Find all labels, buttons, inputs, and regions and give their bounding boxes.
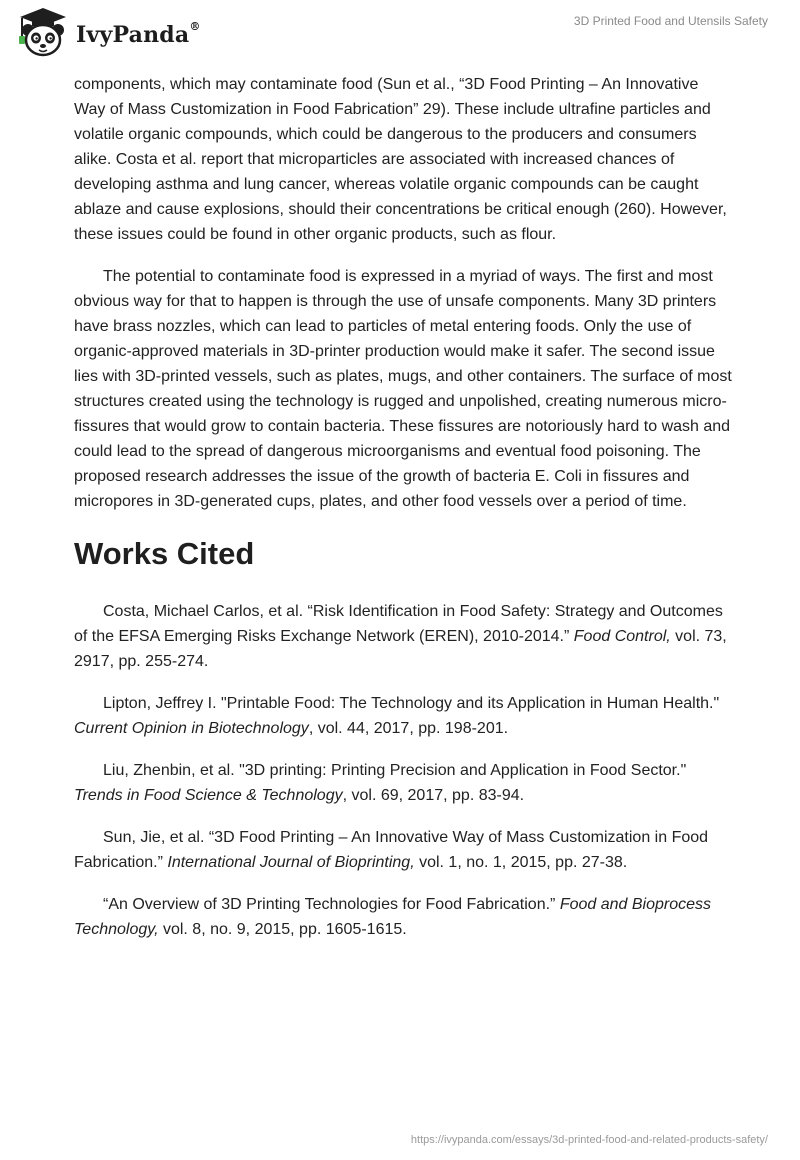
citation-item: Lipton, Jeffrey I. "Printable Food: The Technology and its Application in Human Health." Current Opinion in Biotechnology, vol. 44, 2017, pp. 198-201.: [74, 695, 720, 737]
citation-item: Liu, Zhenbin, et al. "3D printing: Printing Precision and Application in Food Sector." Trends in Food Science & Technology, vol. 69, 2017, pp. 83-94.: [74, 762, 687, 804]
registered-mark: ®: [189, 19, 201, 33]
page-header: [0, 0, 800, 64]
brand-name: IvyPanda®: [76, 19, 201, 48]
citation-item: Costa, Michael Carlos, et al. “Risk Identification in Food Safety: Strategy and Outcomes of the EFSA Emerging Risks Exchange Network (EREN), 2010-2014.” Food Control, vol. 73, 2917, pp. 255-274.: [74, 603, 727, 670]
source-url[interactable]: https://ivypanda.com/essays/3d-printed-food-and-related-products-safety/: [410, 1134, 768, 1146]
works-cited-heading: Works Cited: [74, 536, 255, 571]
body-paragraph: components, which may contaminate food (Sun et al., “3D Food Printing – An Innovative Way of Mass Customization in Food Fabrication” 29). These include ultrafine particles and volatile organic compounds, which could be dangerous to the producers and consumers alike. Costa et al. report that microparticles are associated with increased chances of developing asthma and lung cancer, whereas volatile organic compounds can be caught ablaze and cause explosions, should their concentrations be critical enough (260). However, these issues could be found in other organic products, such as flour.: [74, 76, 727, 243]
citation-item: “An Overview of 3D Printing Technologies for Food Fabrication.” Food and Bioprocess Technology, vol. 8, no. 9, 2015, pp. 1605-1615.: [74, 896, 712, 938]
body-paragraph: The potential to contaminate food is expressed in a myriad of ways. The first and most obvious way for that to happen is through the use of unsafe components. Many 3D printers have brass nozzles, which can lead to particles of metal entering foods. Only the use of organic-approved materials in 3D-printer production would make it safer. The second issue lies with 3D-printed vessels, such as plates, mugs, and other containers. The surface of most structures created using the technology is rugged and unpolished, creating numerous micro-fissures that would grow to contain bacteria. These fissures are notoriously hard to wash and could lead to the spread of dangerous microorganisms and eventual food poisoning. The proposed research addresses the issue of the growth of bacteria E. Coli in fissures and micropores in 3D-generated cups, plates, and other food vessels over a period of time.: [74, 268, 732, 510]
citation-item: Sun, Jie, et al. “3D Food Printing – An Innovative Way of Mass Customization in Food Fabrication.” International Journal of Bioprinting, vol. 1, no. 1, 2015, pp. 27-38.: [74, 829, 709, 871]
panda-graduate-icon: [14, 6, 72, 63]
brand-logo[interactable]: [14, 6, 201, 63]
essay-content: [74, 72, 734, 959]
document-title: 3D Printed Food and Utensils Safety: [573, 14, 768, 28]
works-cited-list: [74, 599, 734, 942]
